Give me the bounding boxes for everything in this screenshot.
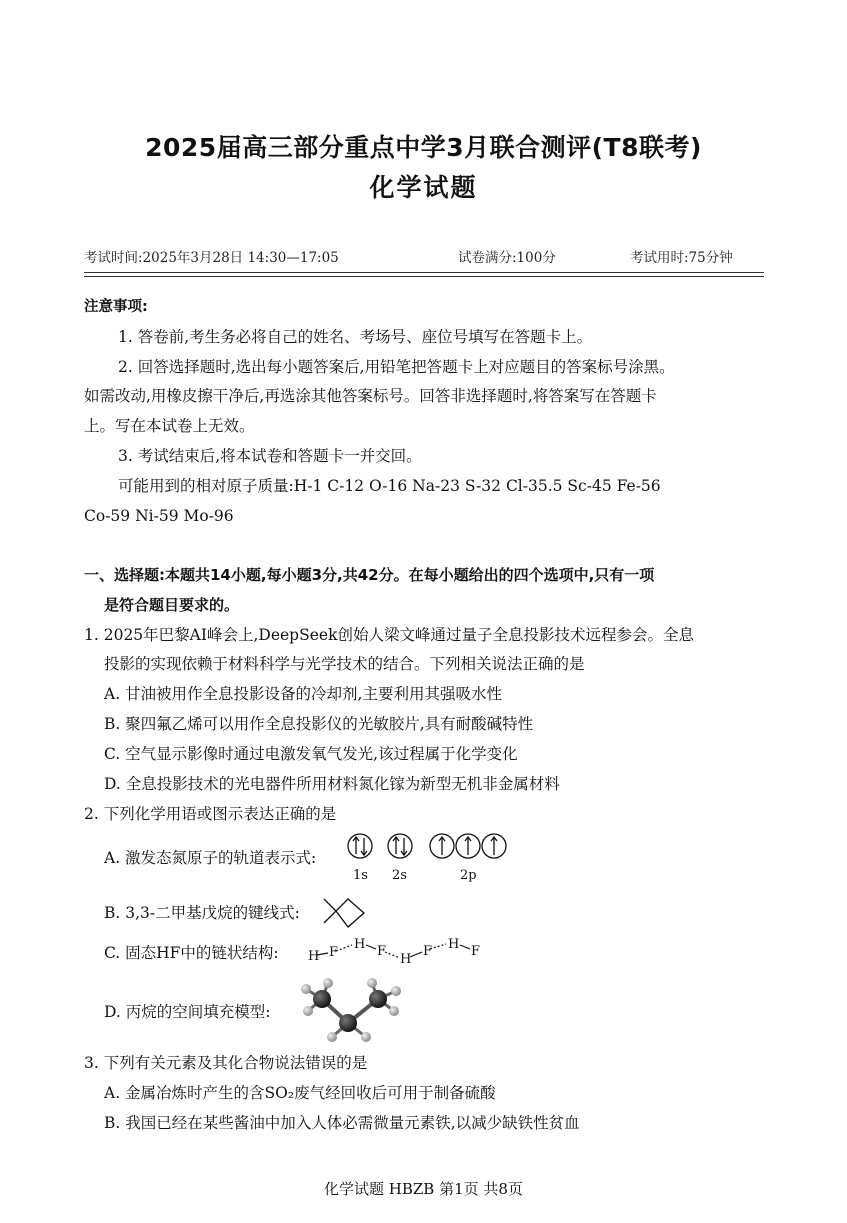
q1-stem-cont: 投影的实现依赖于材料科学与光学技术的结合。下列相关说法正确的是 [104, 655, 585, 673]
hf-atom-h3: H [400, 952, 412, 967]
atomic-masses-line-2: Co-59 Ni-59 Mo-96 [84, 507, 234, 525]
q3-stem: 3. 下列有关元素及其化合物说法错误的是 [84, 1054, 368, 1072]
header-divider-top [84, 272, 764, 273]
hf-atom-f3: F [423, 944, 433, 959]
orbital-2p [430, 834, 506, 858]
exam-time: 考试时间:2025年3月28日 14:30—17:05 [84, 250, 339, 266]
hf-chain [300, 935, 490, 967]
q2-stem: 2. 下列化学用语或图示表达正确的是 [84, 805, 337, 823]
notes-heading: 注意事项: [84, 299, 148, 315]
q2-option-b: B. 3,3-二甲基戊烷的键线式: [104, 904, 300, 922]
note-2-line-3: 上。写在本试卷上无效。 [84, 417, 255, 435]
hf-atom-f2: F [377, 944, 387, 959]
full-score: 试卷满分:100分 [458, 250, 556, 266]
q1-option-a: A. 甘油被用作全息投影设备的冷却剂,主要利用其强吸水性 [104, 685, 502, 703]
q1-option-d: D. 全息投影技术的光电器件所用材料氮化镓为新型无机非金属材料 [104, 775, 560, 793]
page-footer: 化学试题 HBZB 第1页 共8页 [324, 1180, 523, 1198]
note-2-line-1: 2. 回答选择题时,选出每小题答案后,用铅笔把答题卡上对应题目的答案标号涂黑。 [118, 358, 675, 376]
hf-atom-f1: F [329, 945, 339, 960]
duration: 考试用时:75分钟 [630, 250, 733, 266]
note-1: 1. 答卷前,考生务必将自己的姓名、考场号、座位号填写在答题卡上。 [118, 328, 593, 346]
q1-option-b: B. 聚四氟乙烯可以用作全息投影仪的光敏胶片,具有耐酸碱特性 [104, 715, 534, 733]
orbital-label-1s: 1s [353, 868, 368, 883]
q2-option-c: C. 固态HF中的链状结构: [104, 944, 279, 962]
header-divider-bottom [84, 276, 764, 277]
q2-option-d: D. 丙烷的空间填充模型: [104, 1003, 271, 1021]
orbital-1s [348, 834, 372, 858]
note-2-line-2: 如需改动,用橡皮擦干净后,再选涂其他答案标号。回答非选择题时,将答案写在答题卡 [84, 387, 657, 405]
q3-option-a: A. 金属冶炼时产生的含SO₂废气经回收后可用于制备硫酸 [104, 1084, 496, 1102]
subject-title: 化学试题 [369, 173, 478, 202]
exam-title: 2025届高三部分重点中学3月联合测评(T8联考) [145, 133, 702, 162]
section-1-heading: 一、选择题:本题共14小题,每小题3分,共42分。在每小题给出的四个选项中,只有一项 [84, 566, 655, 584]
q3-option-b: B. 我国已经在某些酱油中加入人体必需微量元素铁,以减少缺铁性贫血 [104, 1114, 580, 1132]
orbital-label-2s: 2s [392, 868, 407, 883]
q1-stem: 1. 2025年巴黎AI峰会上,DeepSeek创始人梁文峰通过量子全息投影技术远程参会。全息 [84, 626, 694, 644]
skeletal-formula [320, 895, 370, 931]
hf-atom-h4: H [448, 937, 460, 952]
q1-option-c: C. 空气显示影像时通过电激发氧气发光,该过程属于化学变化 [104, 745, 518, 763]
orbital-2s [388, 834, 412, 858]
note-3: 3. 考试结束后,将本试卷和答题卡一并交回。 [118, 447, 422, 465]
section-1-heading-cont: 是符合题目要求的。 [104, 596, 240, 614]
atomic-masses-line-1: 可能用到的相对原子质量:H-1 C-12 O-16 Na-23 S-32 Cl-35.5 Sc-45 Fe-56 [118, 477, 661, 495]
hf-atom-f4: F [471, 944, 481, 959]
hf-atom-h1: H [308, 949, 320, 964]
orbital-label-2p: 2p [460, 868, 477, 883]
propane-model [292, 975, 412, 1045]
hf-atom-h2: H [354, 937, 366, 952]
q2-option-a: A. 激发态氮原子的轨道表示式: [104, 849, 317, 867]
